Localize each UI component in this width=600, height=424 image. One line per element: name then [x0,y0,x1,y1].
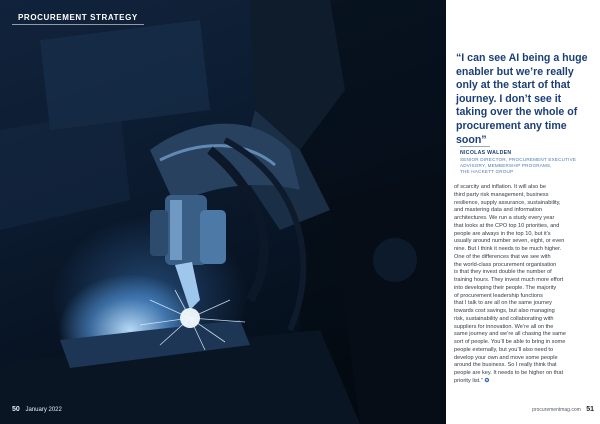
body-line: resilience, supply assurance, sustainability, [454,199,561,206]
article-body [454,184,596,386]
body-line: third party risk management, business [454,191,549,198]
body-line: that I talk to are all on the same journey [454,300,552,307]
body-line: suppliers for innovation. We’re all on the [454,323,554,330]
body-line: people are key. It needs to be higher on that [454,370,564,376]
body-line [454,378,596,386]
website-url: procurementmag.com [532,407,581,413]
folio-right [532,406,594,413]
attribution-title-2: ADVISORY, MEMBERSHIP PROGRAMS, [460,163,552,168]
pull-quote: “I can see AI being a huge enabler but we’re really only at the start of that journey. I don’t see it taking over the whole of procurement any time soon” [456,52,588,146]
page-number-left: 50 [12,406,20,413]
body-line: risk, sustainability and collaborating with [454,315,554,322]
issue-date: January 2022 [25,407,62,413]
body-line: sort of people. You’ll be able to bring in some [454,339,566,345]
body-line: of procurement leadership functions [454,292,543,299]
end-of-article-icon: ✪ [484,377,490,384]
body-line: people externally, but you’ll also need to [454,346,554,353]
body-line: same journey and we’re all chasing the same [454,331,566,338]
body-line: that looks at the CPO top 10 priorities, and [454,222,560,229]
body-line: One of the differences that we see with [454,253,551,260]
body-line: the world-class procurement organisation [454,261,557,268]
body-line: into developing their people. The majority [454,284,557,291]
body-line: people are always in the top 10, but it’s [454,230,551,237]
text-page [446,0,600,424]
body-line: training hours. They invest much more effort [454,277,564,283]
body-line-text: priority list.” [454,377,483,384]
attribution-name: NICOLAS WALDEN [460,150,512,156]
body-line: around the business. So I really think that [454,362,557,369]
body-line: usually around number seven, eight, or even [454,238,565,245]
quote-divider [460,146,490,147]
body-line: nine. But I think it needs to be much higher. [454,246,562,252]
section-tag: PROCUREMENT STRATEGY [12,11,144,25]
folio-left [12,406,62,413]
body-line: develop your own and move some people [454,354,558,361]
attribution-title-3: THE HACKETT GROUP [460,169,514,174]
body-line: is that they invest double the number of [454,269,552,276]
body-line: and mastering data and information [454,207,543,214]
page-number-right: 51 [586,406,594,413]
body-line: of scarcity and inflation. It will also be [454,184,547,190]
body-line: architectures. We run a study every year [454,215,555,221]
body-line: towards cost savings, but also managing [454,308,555,314]
attribution-title-1: SENIOR DIRECTOR, PROCUREMENT EXECUTIVE [460,157,577,162]
